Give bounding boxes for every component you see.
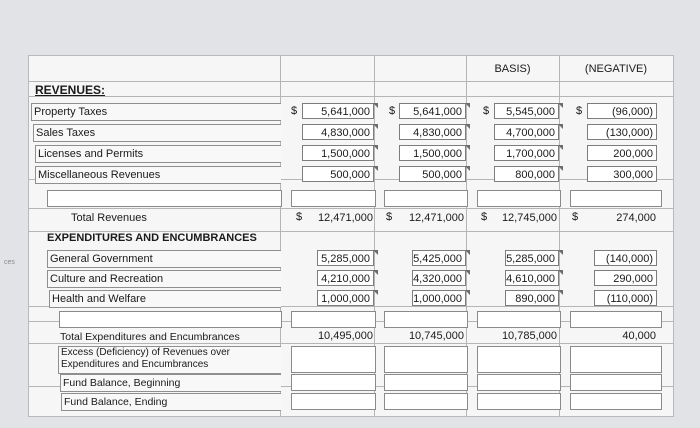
variance-cell[interactable]: (110,000) — [594, 290, 657, 306]
revenue-cell[interactable]: 4,830,000 — [302, 124, 374, 140]
revenue-label-cell — [33, 124, 281, 142]
blank-input[interactable] — [59, 311, 282, 328]
grid-line — [29, 96, 673, 97]
currency-symbol: $ — [481, 211, 488, 223]
expenditure-label-cell — [49, 290, 281, 308]
total-expenditures-value: 40,000 — [622, 330, 656, 342]
currency-symbol: $ — [296, 211, 303, 223]
expenditure-cell[interactable]: 5,285,000 — [505, 250, 559, 266]
revenue-label: Property Taxes — [34, 106, 108, 118]
revenue-label-cell — [35, 166, 281, 184]
total-revenues-value: 274,000 — [616, 212, 656, 224]
revenue-cell[interactable]: 1,500,000 — [302, 145, 374, 161]
blank-input[interactable] — [384, 374, 468, 391]
blank-input[interactable] — [384, 190, 468, 207]
column-header-negative: (NEGATIVE) — [584, 63, 648, 75]
blank-input[interactable] — [477, 374, 561, 391]
blank-input[interactable] — [477, 311, 561, 328]
expenditure-cell[interactable]: 890,000 — [505, 290, 559, 306]
expenditure-cell[interactable]: 4,320,000 — [412, 270, 466, 286]
blank-input[interactable] — [570, 374, 662, 391]
revenue-cell[interactable]: 5,641,000 — [399, 103, 466, 119]
excess-label-cell — [58, 346, 281, 374]
revenue-label: Licenses and Permits — [38, 148, 144, 160]
total-revenues-value: 12,745,000 — [501, 212, 557, 224]
excess-label-line2: Expenditures and Encumbrances — [61, 359, 209, 370]
expenditure-cell[interactable]: 5,285,000 — [317, 250, 374, 266]
expenditure-cell[interactable]: 1,000,000 — [317, 290, 374, 306]
revenue-cell[interactable]: 5,545,000 — [494, 103, 559, 119]
blank-input[interactable] — [384, 393, 468, 410]
revenue-cell[interactable]: 800,000 — [494, 166, 559, 182]
column-header-basis: BASIS) — [494, 63, 531, 75]
revenue-cell[interactable]: 500,000 — [399, 166, 466, 182]
revenue-label: Miscellaneous Revenues — [38, 169, 161, 181]
blank-input[interactable] — [291, 190, 376, 207]
revenue-cell[interactable]: 1,700,000 — [494, 145, 559, 161]
total-expenditures-value: 10,495,000 — [317, 330, 373, 342]
total-revenues-label: Total Revenues — [71, 212, 147, 224]
total-expenditures-label: Total Expenditures and Encumbrances — [60, 331, 240, 343]
variance-cell[interactable]: 300,000 — [587, 166, 657, 182]
expenditure-label-cell — [47, 270, 281, 288]
grid-line — [29, 81, 673, 82]
blank-input[interactable] — [291, 346, 376, 373]
blank-input[interactable] — [384, 311, 468, 328]
total-revenues-value: 12,471,000 — [408, 212, 464, 224]
section-title-revenues: REVENUES: — [35, 83, 106, 97]
side-clipped-text: ces — [4, 259, 15, 266]
revenue-cell[interactable]: 500,000 — [302, 166, 374, 182]
fund-balance-beginning-cell — [60, 374, 281, 392]
expenditure-cell[interactable]: 5,425,000 — [412, 250, 466, 266]
revenue-cell[interactable]: 4,700,000 — [494, 124, 559, 140]
blank-input[interactable] — [570, 346, 662, 373]
variance-cell[interactable]: (140,000) — [594, 250, 657, 266]
revenue-cell[interactable]: 1,500,000 — [399, 145, 466, 161]
blank-input[interactable] — [47, 190, 282, 207]
currency-symbol: $ — [389, 105, 396, 117]
fund-balance-ending-label: Fund Balance, Ending — [64, 396, 168, 408]
expenditure-cell[interactable]: 1,000,000 — [412, 290, 466, 306]
grid-line — [29, 208, 673, 209]
currency-symbol: $ — [386, 211, 393, 223]
blank-input[interactable] — [291, 374, 376, 391]
blank-input[interactable] — [570, 311, 662, 328]
variance-cell[interactable]: (130,000) — [587, 124, 657, 140]
fund-balance-beginning-label: Fund Balance, Beginning — [63, 377, 181, 389]
blank-input[interactable] — [384, 346, 468, 373]
blank-input[interactable] — [291, 393, 376, 410]
blank-input[interactable] — [291, 311, 376, 328]
blank-input[interactable] — [477, 346, 561, 373]
fund-balance-ending-cell — [61, 393, 281, 411]
revenue-cell[interactable]: 4,830,000 — [399, 124, 466, 140]
expenditure-cell[interactable]: 4,610,000 — [505, 270, 559, 286]
revenue-label-cell — [31, 103, 281, 121]
blank-input[interactable] — [570, 190, 662, 207]
section-title-expenditures: EXPENDITURES AND ENCUMBRANCES — [47, 232, 257, 244]
currency-symbol: $ — [576, 105, 583, 117]
expenditure-label-cell — [47, 250, 281, 268]
currency-symbol: $ — [291, 105, 298, 117]
expenditure-label: General Government — [50, 253, 153, 265]
currency-symbol: $ — [483, 105, 490, 117]
blank-input[interactable] — [477, 393, 561, 410]
variance-cell[interactable]: (96,000) — [587, 103, 657, 119]
currency-symbol: $ — [572, 211, 579, 223]
revenue-label-cell — [35, 145, 281, 163]
variance-cell[interactable]: 290,000 — [594, 270, 657, 286]
total-expenditures-value: 10,785,000 — [501, 330, 557, 342]
financial-statement-table — [28, 55, 674, 417]
blank-input[interactable] — [570, 393, 662, 410]
total-expenditures-value: 10,745,000 — [408, 330, 464, 342]
revenue-label: Sales Taxes — [36, 127, 96, 139]
expenditure-label: Health and Welfare — [52, 293, 146, 305]
excess-label-line1: Excess (Deficiency) of Revenues over — [61, 347, 230, 358]
expenditure-label: Culture and Recreation — [50, 273, 164, 285]
total-revenues-value: 12,471,000 — [317, 212, 373, 224]
revenue-cell[interactable]: 5,641,000 — [302, 103, 374, 119]
variance-cell[interactable]: 200,000 — [587, 145, 657, 161]
expenditure-cell[interactable]: 4,210,000 — [317, 270, 374, 286]
blank-input[interactable] — [477, 190, 561, 207]
